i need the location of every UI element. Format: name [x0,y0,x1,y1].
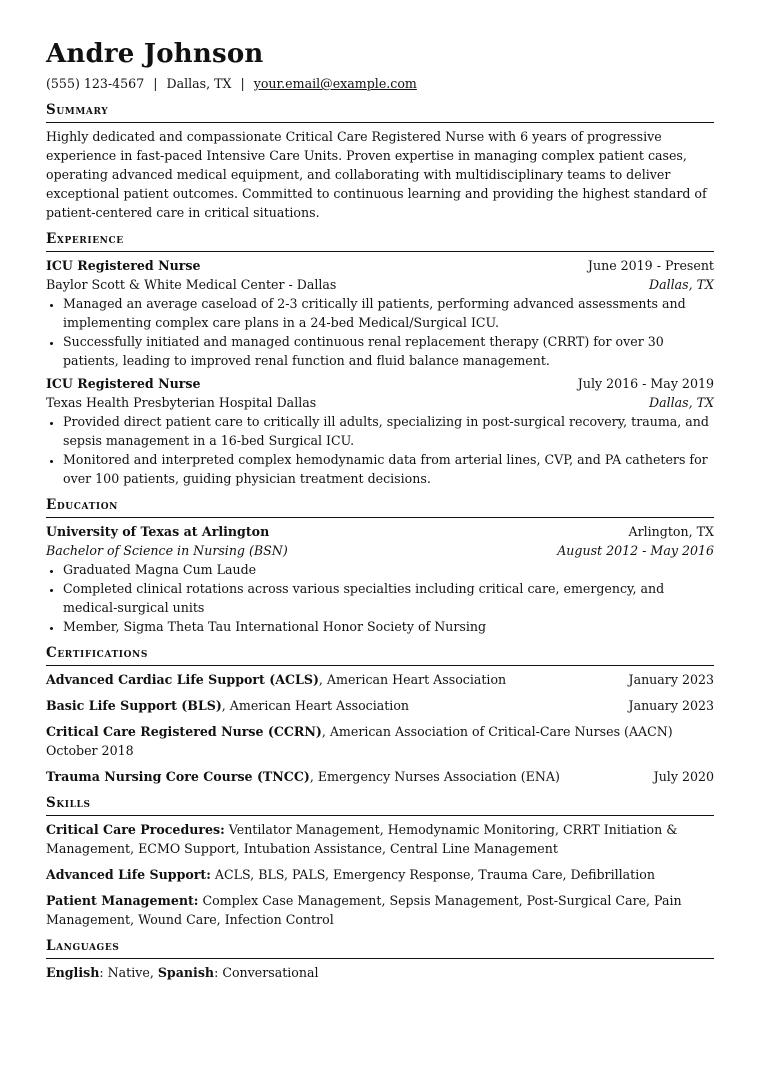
cert-date: July 2020 [653,769,714,784]
job-header [46,256,714,275]
list-item: • Provided direct patient care to critically ill adults, specializing in post-surgical recovery, trauma, and sepsis management in a 16-bed Surgical ICU. [63,412,714,450]
resume-page [46,38,714,982]
language-name: Spanish [157,965,215,980]
school-name: University of Texas at Arlington [46,524,270,539]
job-entry [46,374,714,488]
skill-label: Patient Management: [46,893,199,908]
skill-text: Complex Case Management, Sepsis Management, Post-Surgical Care, Pain Management, Wound Care, Infection Control [46,893,682,927]
section-title: Skills [46,793,714,816]
education-header [46,522,714,541]
skill-group [46,865,714,884]
job-location: Dallas, TX [648,395,714,410]
cert-name: Critical Care Registered Nurse (CCRN) [46,724,322,739]
skill-group [46,891,714,929]
education-subheader [46,541,714,560]
location: Dallas, TX [166,76,232,91]
certification-item [46,722,714,760]
cert-date: January 2023 [628,698,714,713]
job-bullets [46,412,714,488]
certifications-section [46,643,714,786]
job-dates: June 2019 - Present [587,258,714,273]
school-location: Arlington, TX [628,524,714,539]
list-item: • Managed an average caseload of 2-3 critically ill patients, performing advanced assessments and implementing complex care plans in a 24-bed Medical/Surgical ICU. [63,294,714,332]
summary-section [46,100,714,222]
cert-name: Basic Life Support (BLS) [46,698,222,713]
list-item: • Successfully initiated and managed continuous renal replacement therapy (CRRT) for over 30 patients, leading to improved renal function and fluid balance management. [63,332,714,370]
job-bullets [46,294,714,370]
languages-line [46,963,714,982]
section-title: Certifications [46,643,714,666]
section-title: Summary [46,100,714,123]
job-subheader [46,275,714,294]
certification-item [46,670,714,689]
list-item: • Completed clinical rotations across various specialties including critical care, emergency, and medical-surgical units [63,579,714,617]
cert-name: Advanced Cardiac Life Support (ACLS) [46,672,319,687]
list-item: • Monitored and interpreted complex hemodynamic data from arterial lines, CVP, and PA catheters for over 100 patients, guiding physician treatment decisions. [63,450,714,488]
languages-section [46,936,714,982]
education-dates: August 2012 - May 2016 [557,543,714,558]
cert-issuer: , American Heart Association [221,698,410,713]
email-link[interactable]: your.email@example.com [253,76,417,91]
contact-line [46,74,714,93]
degree: Bachelor of Science in Nursing (BSN) [46,543,288,558]
cert-name: Trauma Nursing Core Course (TNCC) [46,769,310,784]
candidate-name: Andre Johnson [46,39,264,69]
education-bullets [46,560,714,636]
skill-label: Critical Care Procedures: [46,822,225,837]
job-location: Dallas, TX [648,277,714,292]
language-level: : Native, [99,965,158,980]
job-employer: Baylor Scott & White Medical Center - Dallas [46,277,337,292]
language-level: : Conversational [214,965,319,980]
job-subheader [46,393,714,412]
summary-text: Highly dedicated and compassionate Critical Care Registered Nurse with 6 years of progressive experience in fast-paced Intensive Care Units. Proven expertise in managing complex patient cases, operating advanced medical equipment, and collaborating with multidisciplinary teams to deliver exceptional patient outcomes. Committed to continuous learning and providing the highest standard of patient-centered care in critical situations. [46,129,707,220]
job-entry [46,256,714,370]
certification-item [46,696,714,715]
job-dates: July 2016 - May 2019 [577,376,714,391]
separator: | [153,76,158,91]
experience-section [46,229,714,488]
job-role: ICU Registered Nurse [46,258,201,273]
language-name: English [46,965,100,980]
cert-issuer: , Emergency Nurses Association (ENA) [309,769,560,784]
separator: | [240,76,245,91]
skill-text: Ventilator Management, Hemodynamic Monitoring, CRRT Initiation & Management, ECMO Support, Intubation Assistance, Central Line Management [46,822,678,856]
skill-label: Advanced Life Support: [46,867,211,882]
phone: (555) 123-4567 [46,76,145,91]
job-employer: Texas Health Presbyterian Hospital Dallas [46,395,317,410]
cert-date: January 2023 [628,672,714,687]
list-item: • Member, Sigma Theta Tau International Honor Society of Nursing [63,617,714,636]
education-section [46,495,714,636]
certification-item [46,767,714,786]
skill-group [46,820,714,858]
skill-text: ACLS, BLS, PALS, Emergency Response, Trauma Care, Defibrillation [210,867,655,882]
job-header [46,374,714,393]
list-item: • Graduated Magna Cum Laude [63,560,714,579]
job-role: ICU Registered Nurse [46,376,201,391]
section-title: Experience [46,229,714,252]
cert-issuer: , American Association of Critical-Care Nurses (AACN) October 2018 [46,724,673,758]
skills-section [46,793,714,929]
section-title: Education [46,495,714,518]
cert-issuer: , American Heart Association [318,672,507,687]
section-title: Languages [46,936,714,959]
